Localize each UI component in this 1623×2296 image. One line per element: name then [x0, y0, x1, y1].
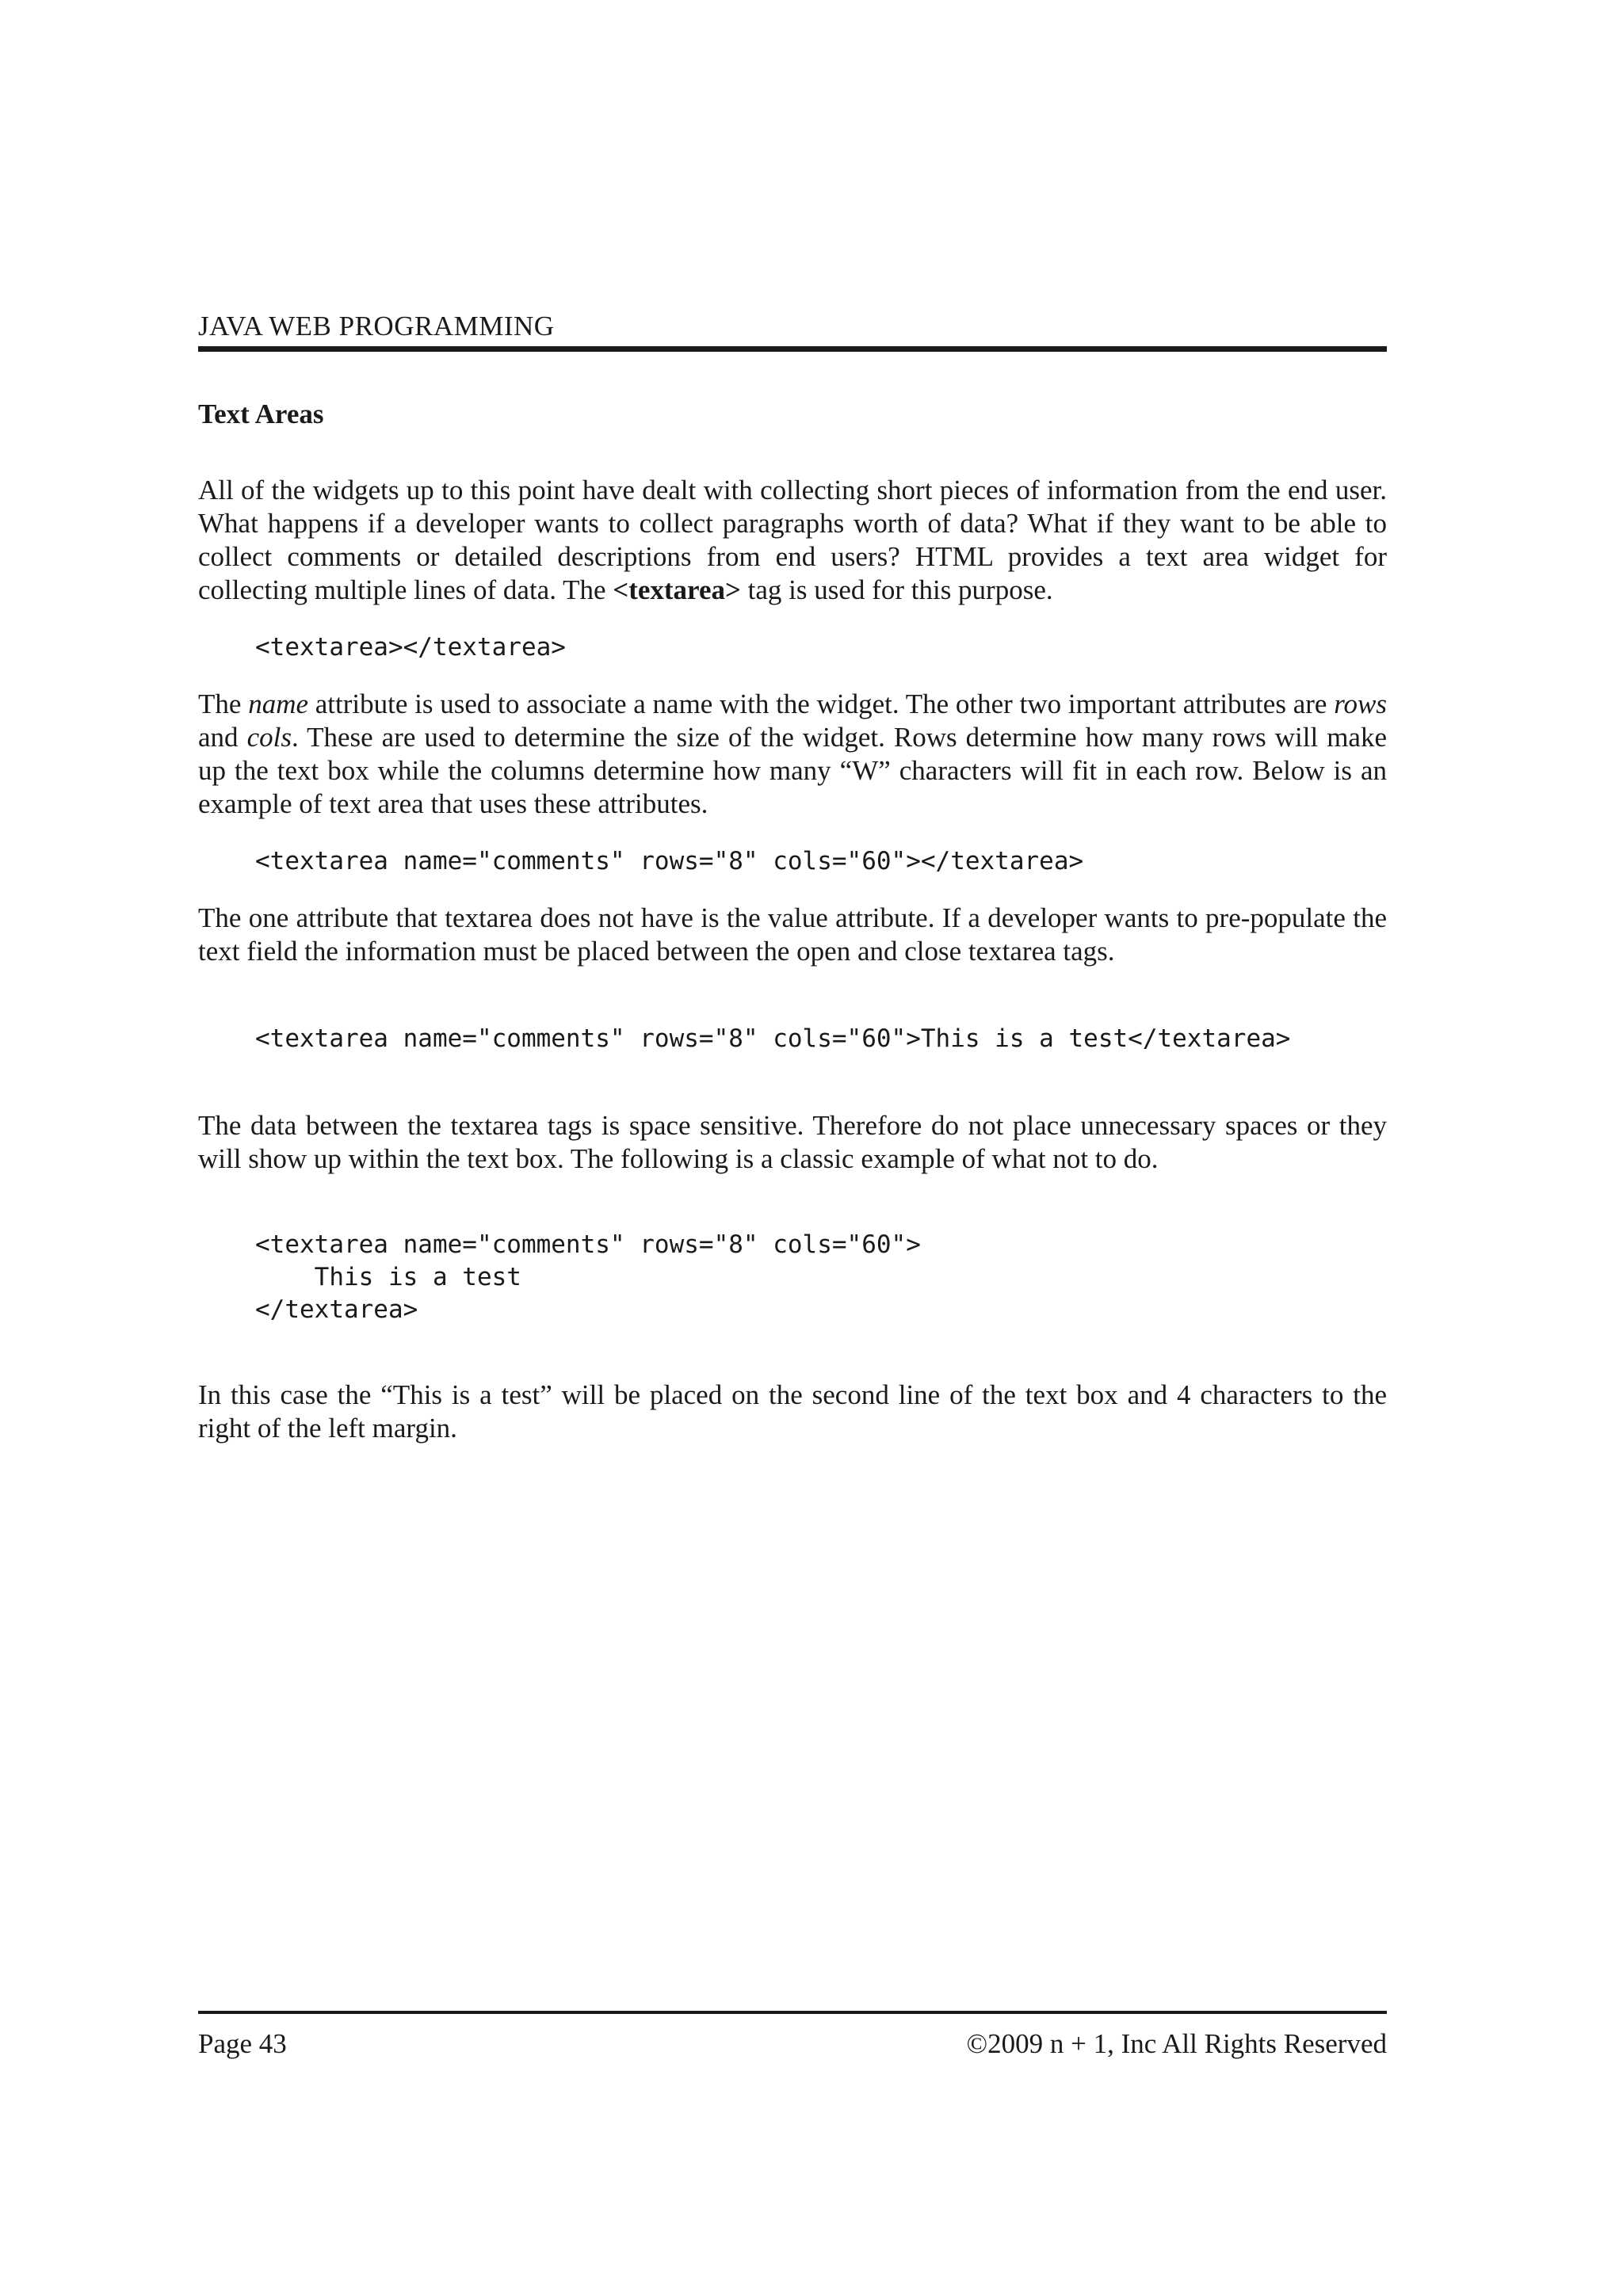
section-title: Text Areas [198, 399, 324, 429]
paragraph-attributes-text-b: attribute is used to associate a name with the widget. The other two important attributes are [308, 688, 1335, 719]
paragraph-value-attribute: The one attribute that textarea does not have is the value attribute. If a developer wants to pre-populate the text field the information must be placed between the open and close textarea tags. [198, 902, 1387, 967]
running-header: JAVA WEB PROGRAMMING [198, 311, 555, 341]
document-page [198, 0, 1387, 2296]
code-example-sized-textarea: <textarea name="comments" rows="8" cols="60"></textarea> [255, 847, 1084, 875]
name-attribute-term: name [248, 688, 308, 719]
paragraph-attributes-text-c: and [198, 722, 247, 753]
paragraph-attributes [198, 688, 1387, 821]
page-number: Page 43 [198, 2028, 287, 2059]
footer-rule [198, 2011, 1387, 2014]
copyright-notice: ©2009 n + 1, Inc All Rights Reserved [966, 2028, 1387, 2059]
paragraph-intro [198, 474, 1387, 607]
textarea-tag-label: <textarea> [613, 574, 741, 605]
code-example-bad-spacing: <textarea name="comments" rows="8" cols="60"> This is a test </textarea> [255, 1230, 921, 1324]
paragraph-space-sensitive: The data between the textarea tags is space sensitive. Therefore do not place unnecessary spaces or they will show up within the text box. The following is a classic example of what not to do. [198, 1110, 1387, 1174]
paragraph-intro-text-a: All of the widgets up to this point have dealt with collecting short pieces of information from the end user. What happens if a developer wants to collect paragraphs worth of data? What if they want to be able to collect comments or detailed descriptions from end users? HTML provides a text area widget for collecting multiple lines of data. The [198, 475, 1387, 605]
paragraph-attributes-text-d: . These are used to determine the size of the widget. Rows determine how many rows will make up the text box while the columns determine how many “W” characters will fit in each row. Below is an example of text area that uses these attributes. [198, 722, 1387, 819]
header-rule [198, 346, 1387, 352]
rows-attribute-term: rows [1334, 688, 1387, 719]
paragraph-conclusion: In this case the “This is a test” will be placed on the second line of the text box and 4 characters to the right of the left margin. [198, 1379, 1387, 1444]
code-example-prepopulated-textarea: <textarea name="comments" rows="8" cols="60">This is a test</textarea> [255, 1024, 1291, 1053]
cols-attribute-term: cols [246, 722, 292, 753]
paragraph-intro-text-b: tag is used for this purpose. [740, 574, 1053, 605]
paragraph-attributes-text-a: The [198, 688, 249, 719]
code-example-empty-textarea: <textarea></textarea> [255, 633, 566, 662]
